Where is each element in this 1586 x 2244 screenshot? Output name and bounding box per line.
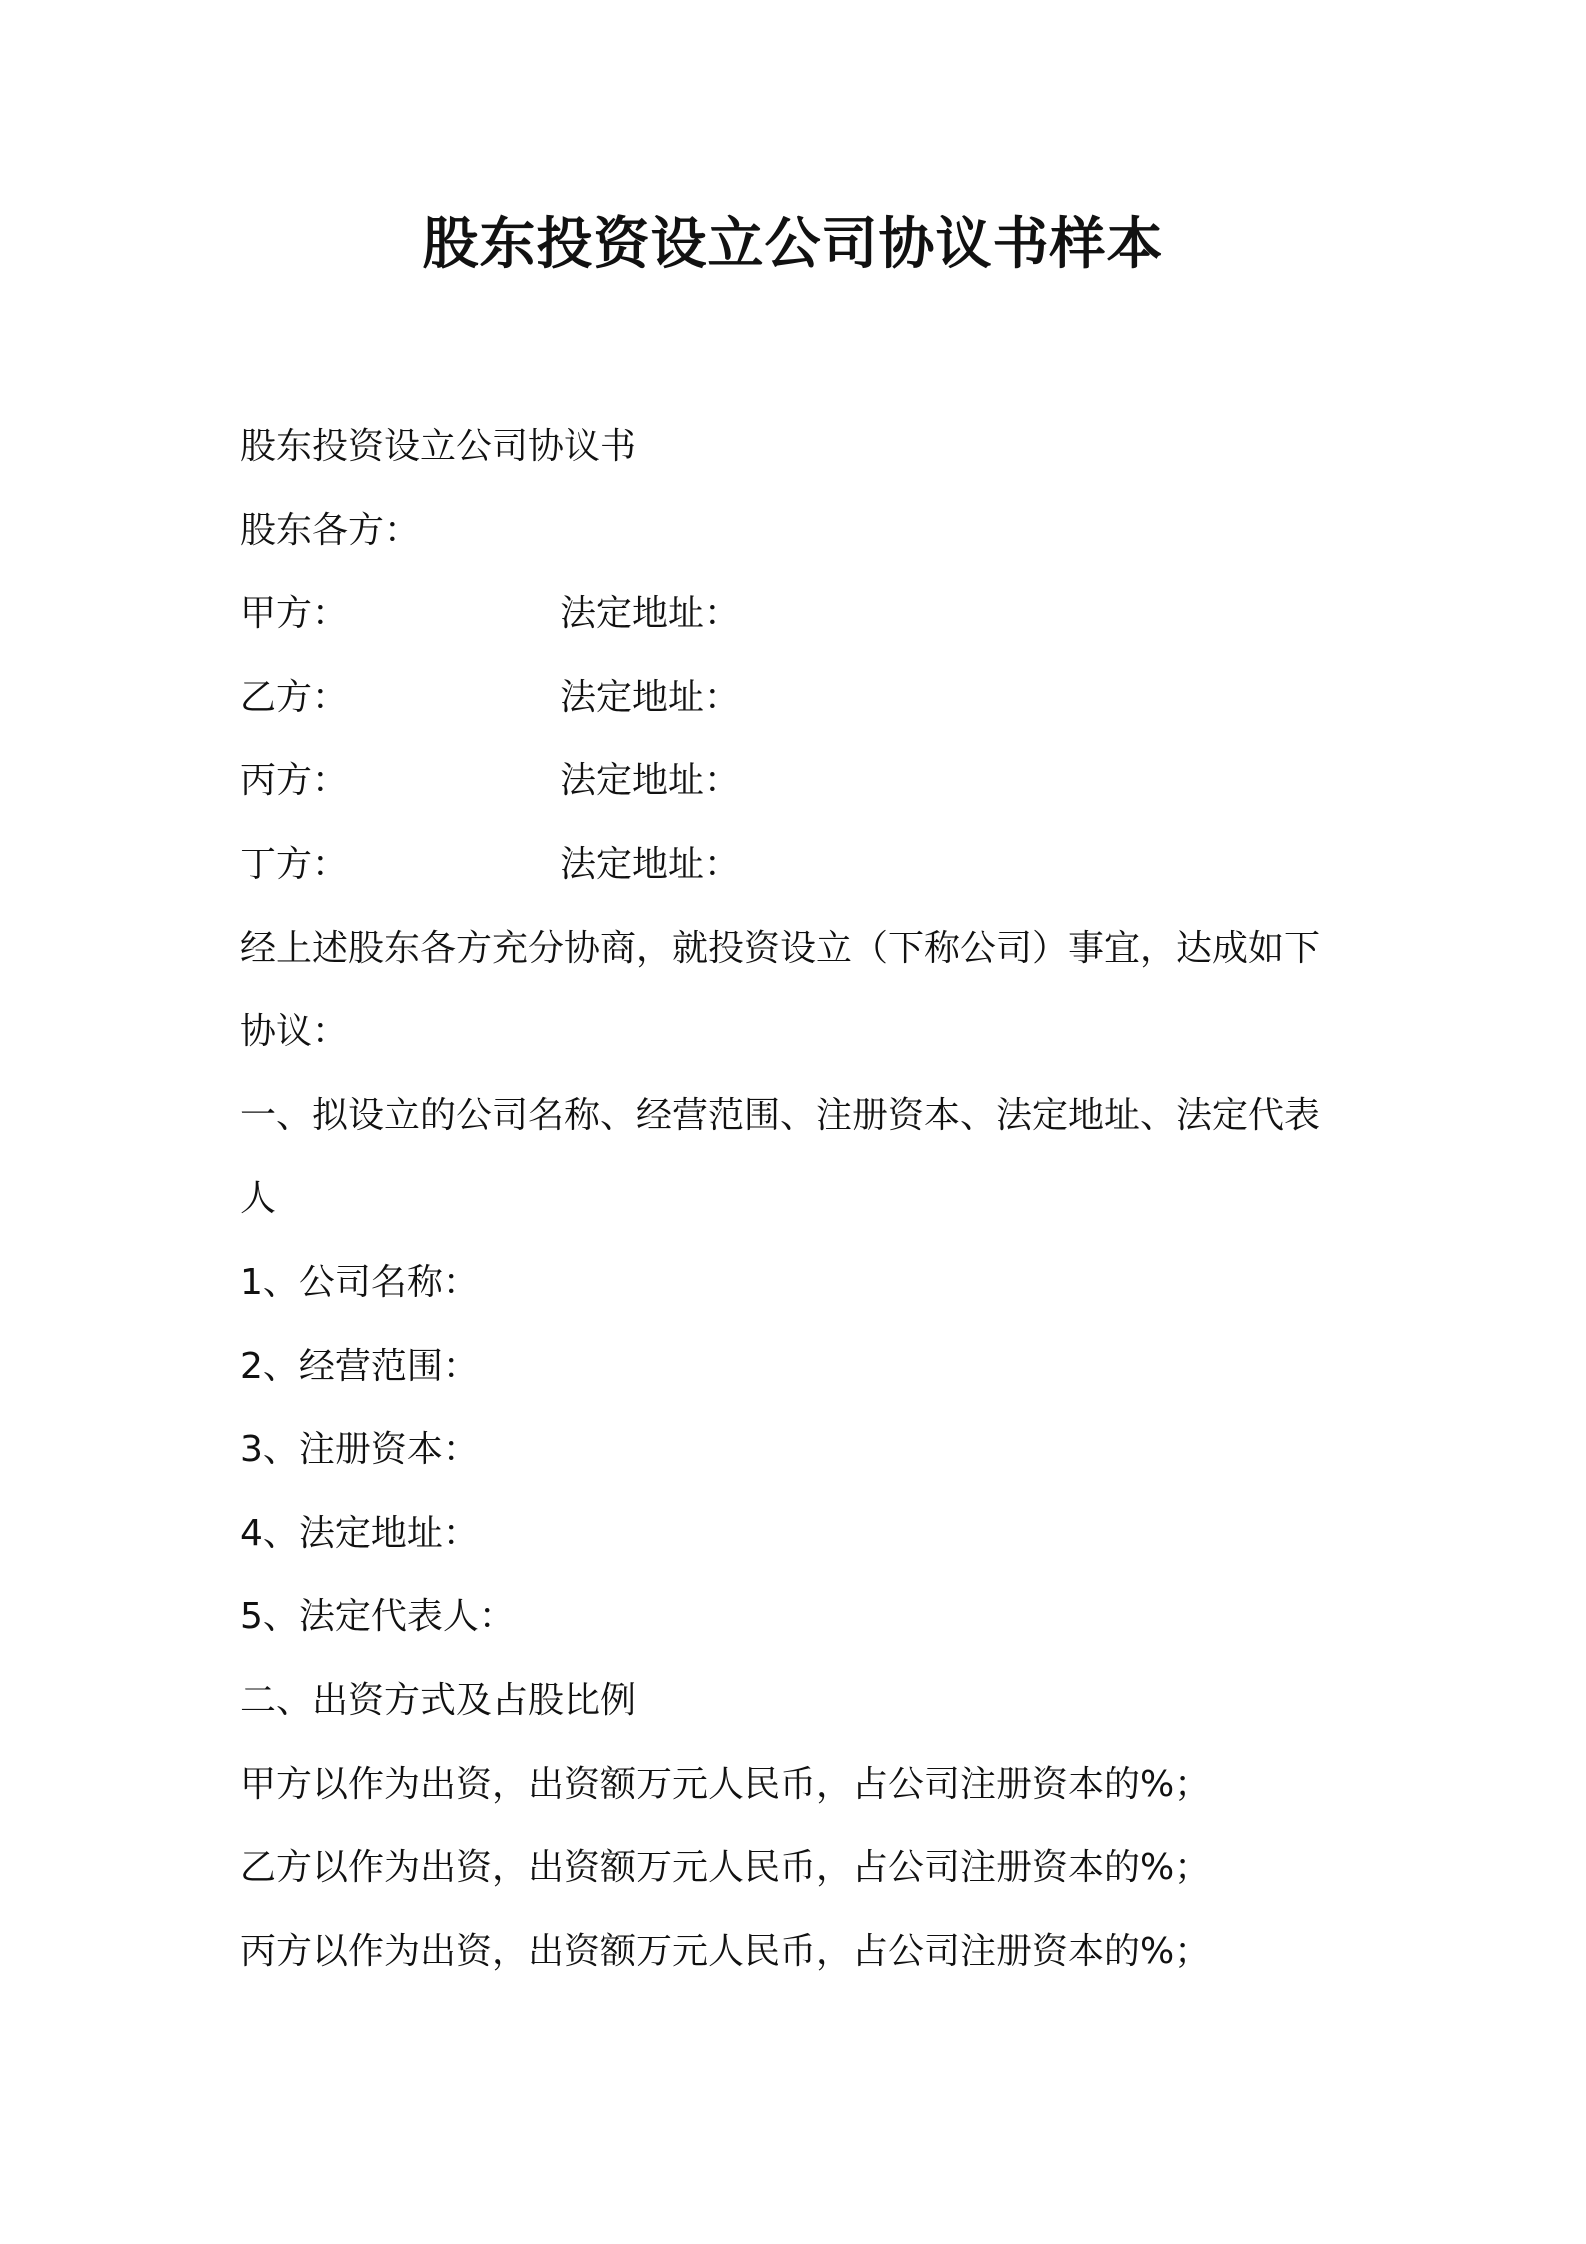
document-body — [240, 405, 1370, 1993]
section-1-item: 4、法定地址： — [240, 1512, 479, 1554]
intro-paragraph-line: 经上述股东各方充分协商，就投资设立（下称公司）事宜，达成如下 — [240, 927, 1321, 969]
agreement-subtitle: 股东投资设立公司协议书 — [240, 426, 637, 467]
party-address-label: 法定地址： — [560, 843, 741, 885]
party-line-d — [240, 823, 1370, 907]
party-name: 丙方： — [240, 760, 349, 802]
party-line-b — [240, 656, 1370, 740]
party-name: 丁方： — [240, 843, 349, 885]
section-1-heading: 一、拟设立的公司名称、经营范围、注册资本、法定地址、法定代表 — [240, 1094, 1321, 1136]
party-line-a — [240, 572, 1370, 656]
section-2-item: 甲方以作为出资，出资额万元人民币，占公司注册资本的%； — [240, 1763, 1211, 1805]
party-address-label: 法定地址： — [560, 676, 741, 718]
party-name: 甲方： — [240, 593, 349, 635]
section-2-item: 丙方以作为出资，出资额万元人民币，占公司注册资本的%； — [240, 1930, 1211, 1972]
party-address-label: 法定地址： — [560, 760, 741, 802]
section-1-item: 2、经营范围： — [240, 1345, 479, 1387]
section-1-item: 5、法定代表人： — [240, 1596, 515, 1638]
section-1-item: 1、公司名称： — [240, 1261, 479, 1303]
document-title: 股东投资设立公司协议书样本 — [422, 212, 1164, 277]
intro-paragraph-line: 协议： — [240, 1011, 349, 1053]
section-1-item: 3、注册资本： — [240, 1429, 479, 1471]
party-line-c — [240, 739, 1370, 823]
party-name: 乙方： — [240, 676, 349, 718]
party-address-label: 法定地址： — [560, 593, 741, 635]
section-1-heading-continued: 人 — [240, 1178, 277, 1220]
shareholders-heading: 股东各方： — [240, 509, 421, 551]
section-2-item: 乙方以作为出资，出资额万元人民币，占公司注册资本的%； — [240, 1847, 1211, 1889]
section-2-heading: 二、出资方式及占股比例 — [240, 1679, 637, 1721]
